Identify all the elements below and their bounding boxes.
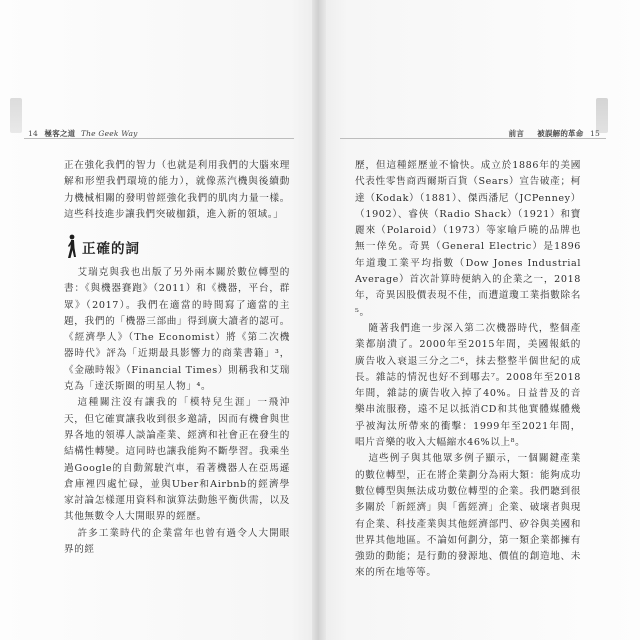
right-header-section: 前言 xyxy=(508,129,525,138)
paragraph: 這種關注沒有讓我的「模特兒生涯」一飛沖天，但它確實讓我收到很多邀請，因而有機會與世界各地的領導人談論產業、經濟和社會正在發生的結構性轉變。這同時也讓我能夠不斷學習。我乘坐過Google的自動駕駛汽車，看著機器人在亞馬遜倉庫裡四處忙碌，並與Uber和Airbnb的經濟學家討論怎樣運用資料和演算法動態平衡供需，以及其他無數令人大開眼界的經歷。 xyxy=(64,397,290,523)
walking-figure-icon xyxy=(64,234,78,260)
left-header-book-title-en: The Geek Way xyxy=(80,129,138,138)
right-header-rule xyxy=(340,138,606,139)
right-header-chapter-title: 被誤解的革命 xyxy=(537,129,584,138)
paragraph: 隨著我們進一步深入第二次機器時代，整個產業都崩潰了。2000年至2015年間，美國報紙的廣告收入衰退三分之二⁶，抹去整整半個世紀的成長。雜誌的情況也好不到哪去⁷。2008年至2018年間，雜誌的廣告收入掉了40%。日益普及的音樂串流服務，遠不足以抵消CD和其他實體媒體幾乎被淘汰所帶來的衝擊：1999年至2021年間，唱片音樂的收入大幅縮水46%以上⁸。 xyxy=(355,322,581,449)
left-page-number: 14 xyxy=(28,129,38,138)
left-page-opening xyxy=(64,158,290,223)
paragraph: 艾瑞克與我也出版了另外兩本關於數位轉型的書：《與機器賽跑》（2011）和《機器，平台，群眾》（2017）。我們在適當的時間寫了適當的主題，我們的「機器三部曲」得到廣大讀者的認可。《經濟學人》（The Economist）將《第二次機器時代》評為「近期最具影響力的商業書籍」³，《金融時報》（Financial Times）則稱我和艾瑞克為「達沃斯圈的明星人物」⁴。 xyxy=(64,267,290,393)
opening-paragraph: 正在強化我們的智力（也就是利用我們的大腦來理解和形塑我們環境的能力），就像蒸汽機與後續動力機械相關的發明曾經強化我們的肌肉力量一樣。這些科技進步讓我們突破枷鎖，進入新的領域。」 xyxy=(64,160,290,220)
left-page-tab xyxy=(10,98,22,133)
left-page-body xyxy=(64,265,290,558)
book-gutter xyxy=(312,0,326,640)
section-heading: 正確的詞 xyxy=(82,241,140,257)
right-page-body xyxy=(355,158,581,582)
paragraph: 歷，但這種經歷並不愉快。成立於1886年的美國代表性零售商西爾斯百貨（Sears）宣告破產；柯達（Kodak）（1881）、傑西潘尼（JCPenney）（1902）、睿俠（Radio Shack）（1921）和寶麗來（Polaroid）（1973）等家喻戶曉的品牌也無一倖免。奇異（General Electric）是1896年道瓊工業平均指數（Dow Jones Industrial Average）首次計算時便納入的企業之一，2018年，奇異因股價表現不佳，而遭道瓊工業指數除名⁵。 xyxy=(355,160,581,318)
left-header-book-title: 極客之道 xyxy=(44,129,76,138)
paragraph: 這些例子與其他眾多例子顯示，一個關鍵產業的數位轉型，正在將企業劃分為兩大類：能夠成功數位轉型與無法成功數位轉型的企業。我們聽到很多關於「新經濟」與「舊經濟」企業、破壞者與現有企業、科技產業與其他經濟部門、矽谷與美國和世界其他地區。不論如何劃分，第一類企業都擁有強勁的動能；是行動的發源地、價值的創造地、未來的所在地等等。 xyxy=(355,453,581,579)
left-header-rule xyxy=(24,138,294,139)
paragraph: 許多工業時代的企業當年也曾有過令人大開眼界的經 xyxy=(64,527,290,556)
right-page-number: 15 xyxy=(590,129,600,138)
